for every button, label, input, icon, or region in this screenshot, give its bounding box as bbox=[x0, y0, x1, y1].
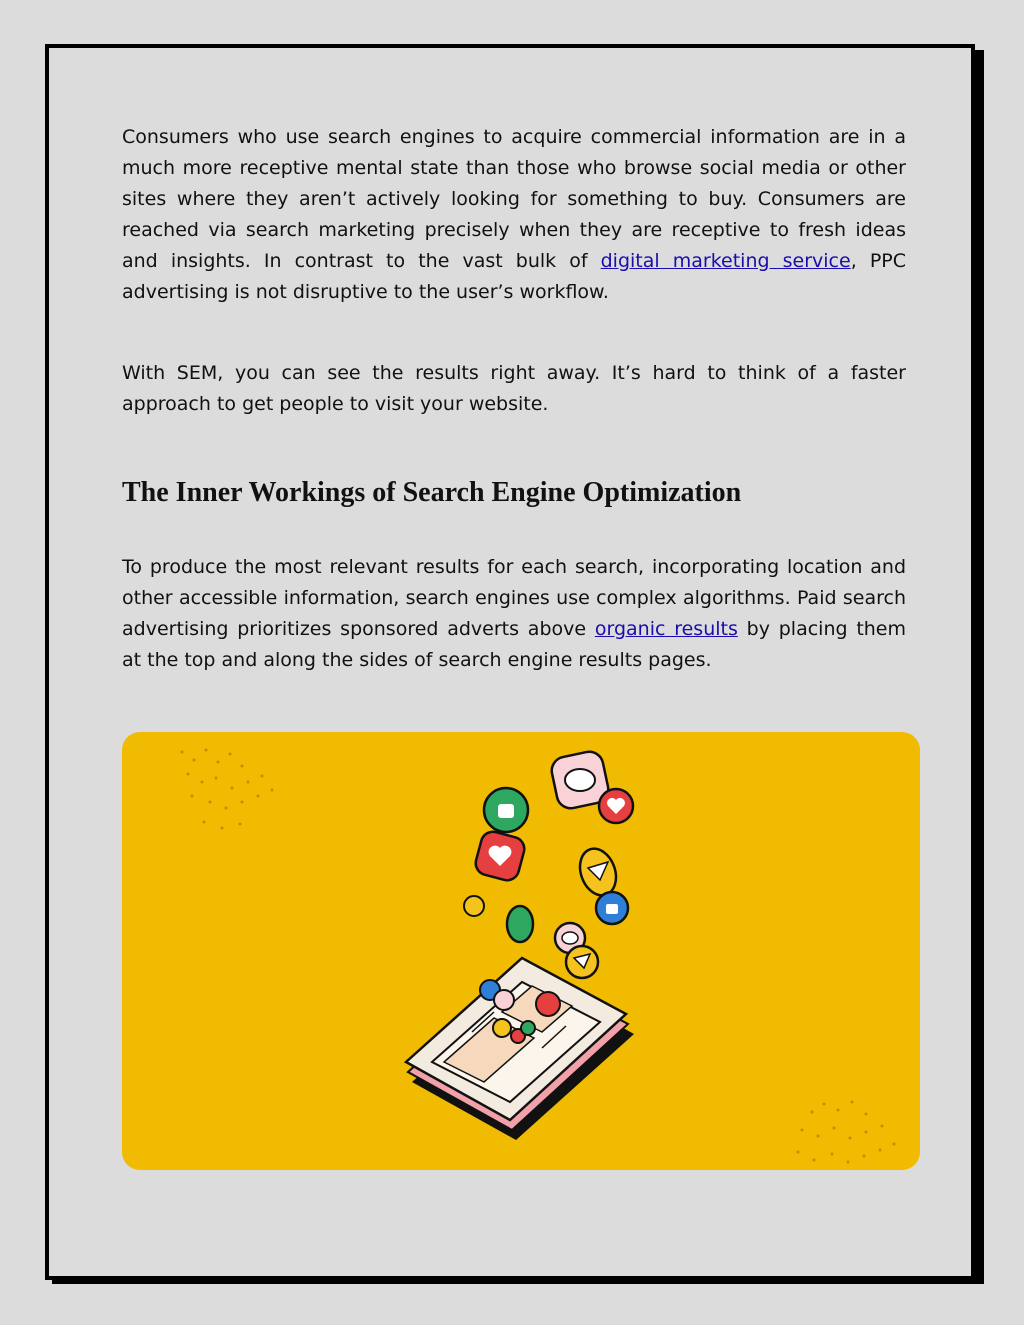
heart-icon bbox=[473, 829, 527, 883]
paragraph-text: , PPC advertising is not disruptive to the user’s workflow. bbox=[122, 250, 907, 303]
document-page bbox=[45, 44, 975, 1280]
paper-plane-icon bbox=[493, 1019, 511, 1037]
paragraph-text: Consumers who use search engines to acquire commercial information are in a much more receptive mental state than those who browse social media or other sites where they aren’t actively looking for something to buy. Consumers are reached via search marketing precisely when they are receptive to fresh ideas and insights. In contrast to the vast bulk of bbox=[122, 126, 906, 272]
heart-icon bbox=[599, 789, 633, 823]
section-heading: The Inner Workings of Search Engine Optimization bbox=[122, 477, 742, 508]
phone-social-media-illustration bbox=[122, 732, 920, 1170]
paper-plane-icon bbox=[566, 946, 598, 978]
paragraph-text: To produce the most relevant results for each search, incorporating location and other accessible information, search engines use complex algorithms. Paid search advertising prioritizes sponsored adverts above bbox=[122, 556, 906, 640]
paragraph-text: by placing them at the top and along the sides of search engine results pages. bbox=[122, 618, 907, 671]
heart-icon bbox=[536, 992, 560, 1016]
thumbs-up-icon bbox=[507, 906, 533, 942]
paragraph-search-engines bbox=[122, 552, 906, 676]
phone-icon bbox=[406, 958, 634, 1140]
digital-marketing-service-link[interactable]: digital marketing service bbox=[600, 250, 851, 272]
speckle-pattern-top-left bbox=[181, 749, 274, 830]
thumbs-up-icon bbox=[484, 788, 528, 832]
speckle-pattern-bottom-right bbox=[797, 1101, 896, 1164]
paragraph-consumers bbox=[122, 122, 906, 308]
paragraph-sem: With SEM, you can see the results right away. It’s hard to think of a faster approach to get people to visit your website. bbox=[122, 362, 906, 415]
thumbs-up-icon bbox=[596, 892, 628, 924]
organic-results-link[interactable]: organic results bbox=[594, 618, 738, 640]
chat-bubble-icon bbox=[494, 990, 514, 1010]
thumbs-up-icon bbox=[521, 1021, 535, 1035]
paper-plane-icon bbox=[464, 896, 484, 916]
illustration-svg bbox=[122, 732, 920, 1170]
